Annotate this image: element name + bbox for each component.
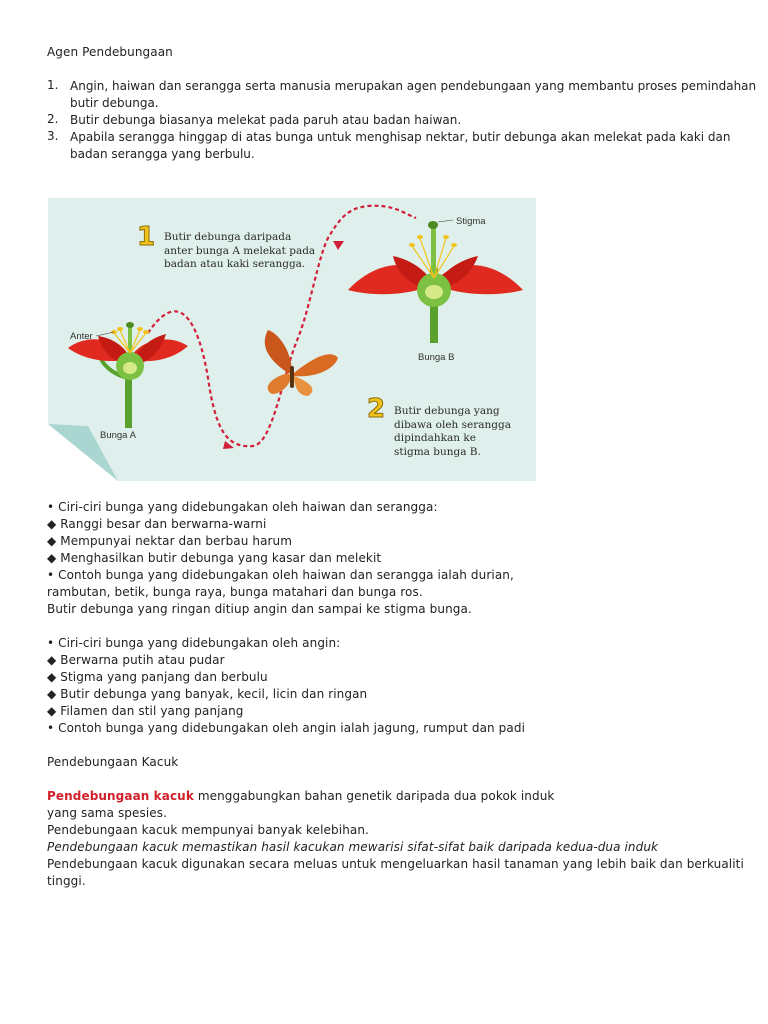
cross-usage-cont: tinggi.: [47, 874, 86, 888]
step-2-caption: Butir debunga yang dibawa oleh serangga dipindahkan ke stigma bunga B.: [394, 405, 511, 458]
term-highlight: Pendebungaan kacuk: [47, 789, 194, 803]
list-item: ◆ Ranggi besar dan berwarna-warni: [47, 517, 267, 531]
list-item: ◆ Menghasilkan butir debunga yang kasar dan melekit: [47, 551, 382, 565]
list-item: ◆ Butir debunga yang banyak, kecil, licin dan ringan: [47, 687, 368, 701]
list-item-text: badan serangga yang berbulu.: [70, 147, 255, 161]
section-heading-agen: Agen Pendebungaan: [47, 45, 173, 59]
animal-example: rambutan, betik, bunga raya, bunga matahari dan bunga ros.: [47, 585, 423, 599]
flower-b: [348, 220, 523, 343]
list-item-text: butir debunga.: [70, 96, 159, 110]
list-item: ◆ Stigma yang panjang dan berbulu: [47, 670, 268, 684]
section-heading-kacuk: Pendebungaan Kacuk: [47, 755, 179, 769]
list-item: ◆ Filamen dan stil yang panjang: [47, 704, 244, 718]
wind-note: Butir debunga yang ringan ditiup angin dan sampai ke stigma bunga.: [47, 602, 472, 616]
label-bunga-b: Bunga B: [418, 352, 455, 363]
list-number: 2.: [47, 112, 59, 126]
list-number: 1.: [47, 78, 59, 92]
list-number: 3.: [47, 129, 59, 143]
list-item-text: Butir debunga biasanya melekat pada paruh atau badan haiwan.: [70, 113, 462, 127]
butterfly: [265, 330, 338, 396]
cross-definition: Pendebungaan kacuk menggabungkan bahan genetik daripada dua pokok induk: [47, 789, 555, 803]
step-1-caption: Butir debunga daripada anter bunga A melekat pada badan atau kaki serangga.: [164, 231, 316, 270]
cross-inheritance: Pendebungaan kacuk memastikan hasil kacukan mewarisi sifat-sifat baik daripada kedua-dua induk: [47, 840, 659, 854]
cross-usage: Pendebungaan kacuk digunakan secara meluas untuk mengeluarkan hasil tanaman yang lebih baik dan berkualiti: [47, 857, 744, 871]
arrow-head: [333, 241, 344, 250]
label-bunga-a: Bunga A: [100, 430, 136, 441]
cross-benefit: Pendebungaan kacuk mempunyai banyak kelebihan.: [47, 823, 369, 837]
list-item: ◆ Berwarna putih atau pudar: [47, 653, 225, 667]
wind-intro: • Ciri-ciri bunga yang didebungakan oleh angin:: [47, 636, 341, 650]
animal-example: • Contoh bunga yang didebungakan oleh haiwan dan serangga ialah durian,: [47, 568, 514, 582]
list-item-text: Angin, haiwan dan serangga serta manusia merupakan agen pendebungaan yang membantu proses pemindahan: [70, 79, 757, 93]
step-1-number: 1: [137, 222, 156, 252]
list-item-text: Apabila serangga hinggap di atas bunga untuk menghisap nektar, butir debunga akan melekat pada kaki dan: [70, 130, 731, 144]
list-item: ◆ Mempunyai nektar dan berbau harum: [47, 534, 293, 548]
step-2-number: 2: [367, 394, 386, 424]
wind-example: • Contoh bunga yang didebungakan oleh angin ialah jagung, rumput dan padi: [47, 721, 526, 735]
cross-definition-cont: yang sama spesies.: [47, 806, 168, 820]
animal-intro: • Ciri-ciri bunga yang didebungakan oleh haiwan dan serangga:: [47, 500, 438, 514]
pollination-figure: [48, 198, 536, 481]
label-anter: Anter: [70, 331, 93, 342]
label-stigma: Stigma: [456, 216, 486, 227]
